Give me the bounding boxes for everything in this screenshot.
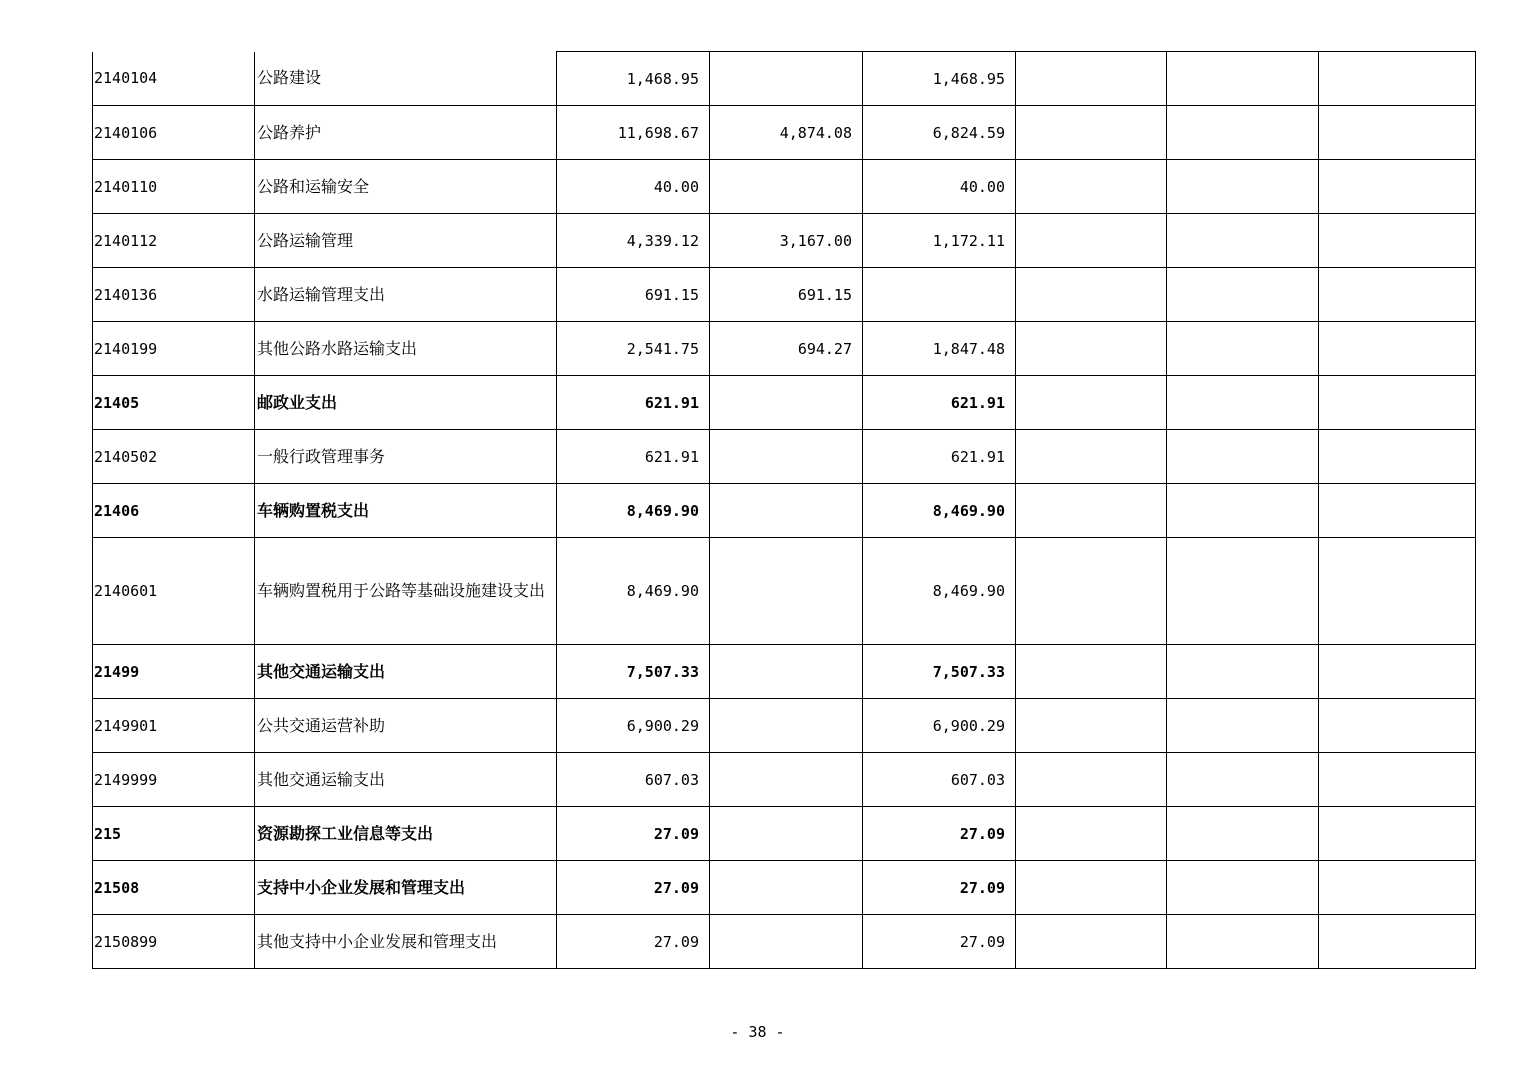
empty-cell bbox=[1167, 106, 1319, 160]
empty-cell bbox=[1319, 214, 1476, 268]
total-amount-cell: 27.09 bbox=[557, 807, 710, 861]
table-row bbox=[93, 430, 1476, 484]
project-expenditure-cell: 607.03 bbox=[863, 753, 1016, 807]
empty-cell bbox=[1319, 861, 1476, 915]
empty-cell bbox=[1167, 160, 1319, 214]
item-code-cell: 2150899 bbox=[93, 915, 255, 969]
basic-expenditure-cell: 691.15 bbox=[710, 268, 863, 322]
empty-cell bbox=[1319, 52, 1476, 106]
table-row bbox=[93, 268, 1476, 322]
item-name-cell: 公路和运输安全 bbox=[255, 160, 557, 214]
table-row bbox=[93, 861, 1476, 915]
basic-expenditure-cell bbox=[710, 699, 863, 753]
empty-cell bbox=[1319, 376, 1476, 430]
total-amount-cell: 621.91 bbox=[557, 376, 710, 430]
item-name-cell: 车辆购置税支出 bbox=[255, 484, 557, 538]
empty-cell bbox=[1167, 322, 1319, 376]
table-row bbox=[93, 214, 1476, 268]
item-code-cell: 21406 bbox=[93, 484, 255, 538]
empty-cell bbox=[1016, 753, 1167, 807]
total-amount-cell: 6,900.29 bbox=[557, 699, 710, 753]
basic-expenditure-cell bbox=[710, 430, 863, 484]
page-number: - 38 - bbox=[730, 1023, 785, 1041]
empty-cell bbox=[1016, 268, 1167, 322]
project-expenditure-cell bbox=[863, 268, 1016, 322]
empty-cell bbox=[1016, 214, 1167, 268]
total-amount-cell: 7,507.33 bbox=[557, 645, 710, 699]
budget-table bbox=[92, 51, 1476, 969]
empty-cell bbox=[1319, 645, 1476, 699]
table-row bbox=[93, 52, 1476, 106]
project-expenditure-cell: 27.09 bbox=[863, 807, 1016, 861]
empty-cell bbox=[1016, 807, 1167, 861]
total-amount-cell: 607.03 bbox=[557, 753, 710, 807]
empty-cell bbox=[1016, 430, 1167, 484]
project-expenditure-cell: 7,507.33 bbox=[863, 645, 1016, 699]
table-row bbox=[93, 645, 1476, 699]
empty-cell bbox=[1167, 861, 1319, 915]
table-row bbox=[93, 106, 1476, 160]
empty-cell bbox=[1016, 106, 1167, 160]
table-row bbox=[93, 484, 1476, 538]
table-row bbox=[93, 699, 1476, 753]
total-amount-cell: 4,339.12 bbox=[557, 214, 710, 268]
total-amount-cell: 8,469.90 bbox=[557, 484, 710, 538]
project-expenditure-cell: 40.00 bbox=[863, 160, 1016, 214]
project-expenditure-cell: 1,468.95 bbox=[863, 52, 1016, 106]
empty-cell bbox=[1319, 915, 1476, 969]
basic-expenditure-cell: 3,167.00 bbox=[710, 214, 863, 268]
table-row bbox=[93, 807, 1476, 861]
table-row bbox=[93, 322, 1476, 376]
item-code-cell: 2140106 bbox=[93, 106, 255, 160]
project-expenditure-cell: 6,900.29 bbox=[863, 699, 1016, 753]
item-name-cell: 一般行政管理事务 bbox=[255, 430, 557, 484]
item-code-cell: 21499 bbox=[93, 645, 255, 699]
item-name-cell: 车辆购置税用于公路等基础设施建设支出 bbox=[255, 538, 557, 645]
item-code-cell: 2149901 bbox=[93, 699, 255, 753]
item-name-cell: 水路运输管理支出 bbox=[255, 268, 557, 322]
empty-cell bbox=[1016, 484, 1167, 538]
item-name-cell: 公共交通运营补助 bbox=[255, 699, 557, 753]
empty-cell bbox=[1319, 268, 1476, 322]
item-name-cell: 其他公路水路运输支出 bbox=[255, 322, 557, 376]
table-row bbox=[93, 160, 1476, 214]
project-expenditure-cell: 6,824.59 bbox=[863, 106, 1016, 160]
empty-cell bbox=[1319, 807, 1476, 861]
empty-cell bbox=[1167, 699, 1319, 753]
empty-cell bbox=[1167, 376, 1319, 430]
project-expenditure-cell: 27.09 bbox=[863, 861, 1016, 915]
empty-cell bbox=[1016, 699, 1167, 753]
total-amount-cell: 27.09 bbox=[557, 861, 710, 915]
item-code-cell: 2140502 bbox=[93, 430, 255, 484]
item-name-cell: 邮政业支出 bbox=[255, 376, 557, 430]
empty-cell bbox=[1167, 645, 1319, 699]
total-amount-cell: 691.15 bbox=[557, 268, 710, 322]
total-amount-cell: 40.00 bbox=[557, 160, 710, 214]
empty-cell bbox=[1016, 160, 1167, 214]
empty-cell bbox=[1016, 322, 1167, 376]
empty-cell bbox=[1016, 861, 1167, 915]
empty-cell bbox=[1167, 430, 1319, 484]
empty-cell bbox=[1167, 807, 1319, 861]
empty-cell bbox=[1319, 753, 1476, 807]
project-expenditure-cell: 621.91 bbox=[863, 376, 1016, 430]
basic-expenditure-cell bbox=[710, 915, 863, 969]
project-expenditure-cell: 8,469.90 bbox=[863, 538, 1016, 645]
item-code-cell: 2140199 bbox=[93, 322, 255, 376]
project-expenditure-cell: 621.91 bbox=[863, 430, 1016, 484]
empty-cell bbox=[1167, 268, 1319, 322]
empty-cell bbox=[1016, 376, 1167, 430]
empty-cell bbox=[1016, 538, 1167, 645]
empty-cell bbox=[1319, 322, 1476, 376]
basic-expenditure-cell bbox=[710, 52, 863, 106]
table-row bbox=[93, 753, 1476, 807]
basic-expenditure-cell bbox=[710, 861, 863, 915]
empty-cell bbox=[1167, 753, 1319, 807]
empty-cell bbox=[1167, 52, 1319, 106]
total-amount-cell: 621.91 bbox=[557, 430, 710, 484]
table-row bbox=[93, 538, 1476, 645]
basic-expenditure-cell bbox=[710, 753, 863, 807]
item-name-cell: 资源勘探工业信息等支出 bbox=[255, 807, 557, 861]
project-expenditure-cell: 27.09 bbox=[863, 915, 1016, 969]
empty-cell bbox=[1167, 538, 1319, 645]
item-code-cell: 215 bbox=[93, 807, 255, 861]
project-expenditure-cell: 1,172.11 bbox=[863, 214, 1016, 268]
item-code-cell: 2140112 bbox=[93, 214, 255, 268]
empty-cell bbox=[1319, 160, 1476, 214]
project-expenditure-cell: 1,847.48 bbox=[863, 322, 1016, 376]
basic-expenditure-cell bbox=[710, 160, 863, 214]
item-code-cell: 2140110 bbox=[93, 160, 255, 214]
table-body bbox=[93, 52, 1476, 969]
basic-expenditure-cell: 4,874.08 bbox=[710, 106, 863, 160]
total-amount-cell: 8,469.90 bbox=[557, 538, 710, 645]
total-amount-cell: 1,468.95 bbox=[557, 52, 710, 106]
item-name-cell: 公路建设 bbox=[255, 52, 557, 106]
empty-cell bbox=[1167, 214, 1319, 268]
empty-cell bbox=[1167, 484, 1319, 538]
table-row bbox=[93, 376, 1476, 430]
item-name-cell: 公路养护 bbox=[255, 106, 557, 160]
empty-cell bbox=[1016, 645, 1167, 699]
item-name-cell: 其他交通运输支出 bbox=[255, 753, 557, 807]
total-amount-cell: 27.09 bbox=[557, 915, 710, 969]
basic-expenditure-cell bbox=[710, 538, 863, 645]
basic-expenditure-cell bbox=[710, 376, 863, 430]
table-row bbox=[93, 915, 1476, 969]
item-code-cell: 2149999 bbox=[93, 753, 255, 807]
project-expenditure-cell: 8,469.90 bbox=[863, 484, 1016, 538]
item-name-cell: 公路运输管理 bbox=[255, 214, 557, 268]
empty-cell bbox=[1319, 699, 1476, 753]
empty-cell bbox=[1319, 538, 1476, 645]
basic-expenditure-cell bbox=[710, 484, 863, 538]
basic-expenditure-cell: 694.27 bbox=[710, 322, 863, 376]
total-amount-cell: 2,541.75 bbox=[557, 322, 710, 376]
total-amount-cell: 11,698.67 bbox=[557, 106, 710, 160]
item-code-cell: 21508 bbox=[93, 861, 255, 915]
empty-cell bbox=[1016, 915, 1167, 969]
empty-cell bbox=[1016, 52, 1167, 106]
item-name-cell: 其他支持中小企业发展和管理支出 bbox=[255, 915, 557, 969]
empty-cell bbox=[1167, 915, 1319, 969]
item-name-cell: 支持中小企业发展和管理支出 bbox=[255, 861, 557, 915]
basic-expenditure-cell bbox=[710, 645, 863, 699]
item-code-cell: 2140601 bbox=[93, 538, 255, 645]
item-code-cell: 2140104 bbox=[93, 52, 255, 106]
empty-cell bbox=[1319, 106, 1476, 160]
empty-cell bbox=[1319, 484, 1476, 538]
item-code-cell: 2140136 bbox=[93, 268, 255, 322]
item-name-cell: 其他交通运输支出 bbox=[255, 645, 557, 699]
item-code-cell: 21405 bbox=[93, 376, 255, 430]
basic-expenditure-cell bbox=[710, 807, 863, 861]
empty-cell bbox=[1319, 430, 1476, 484]
